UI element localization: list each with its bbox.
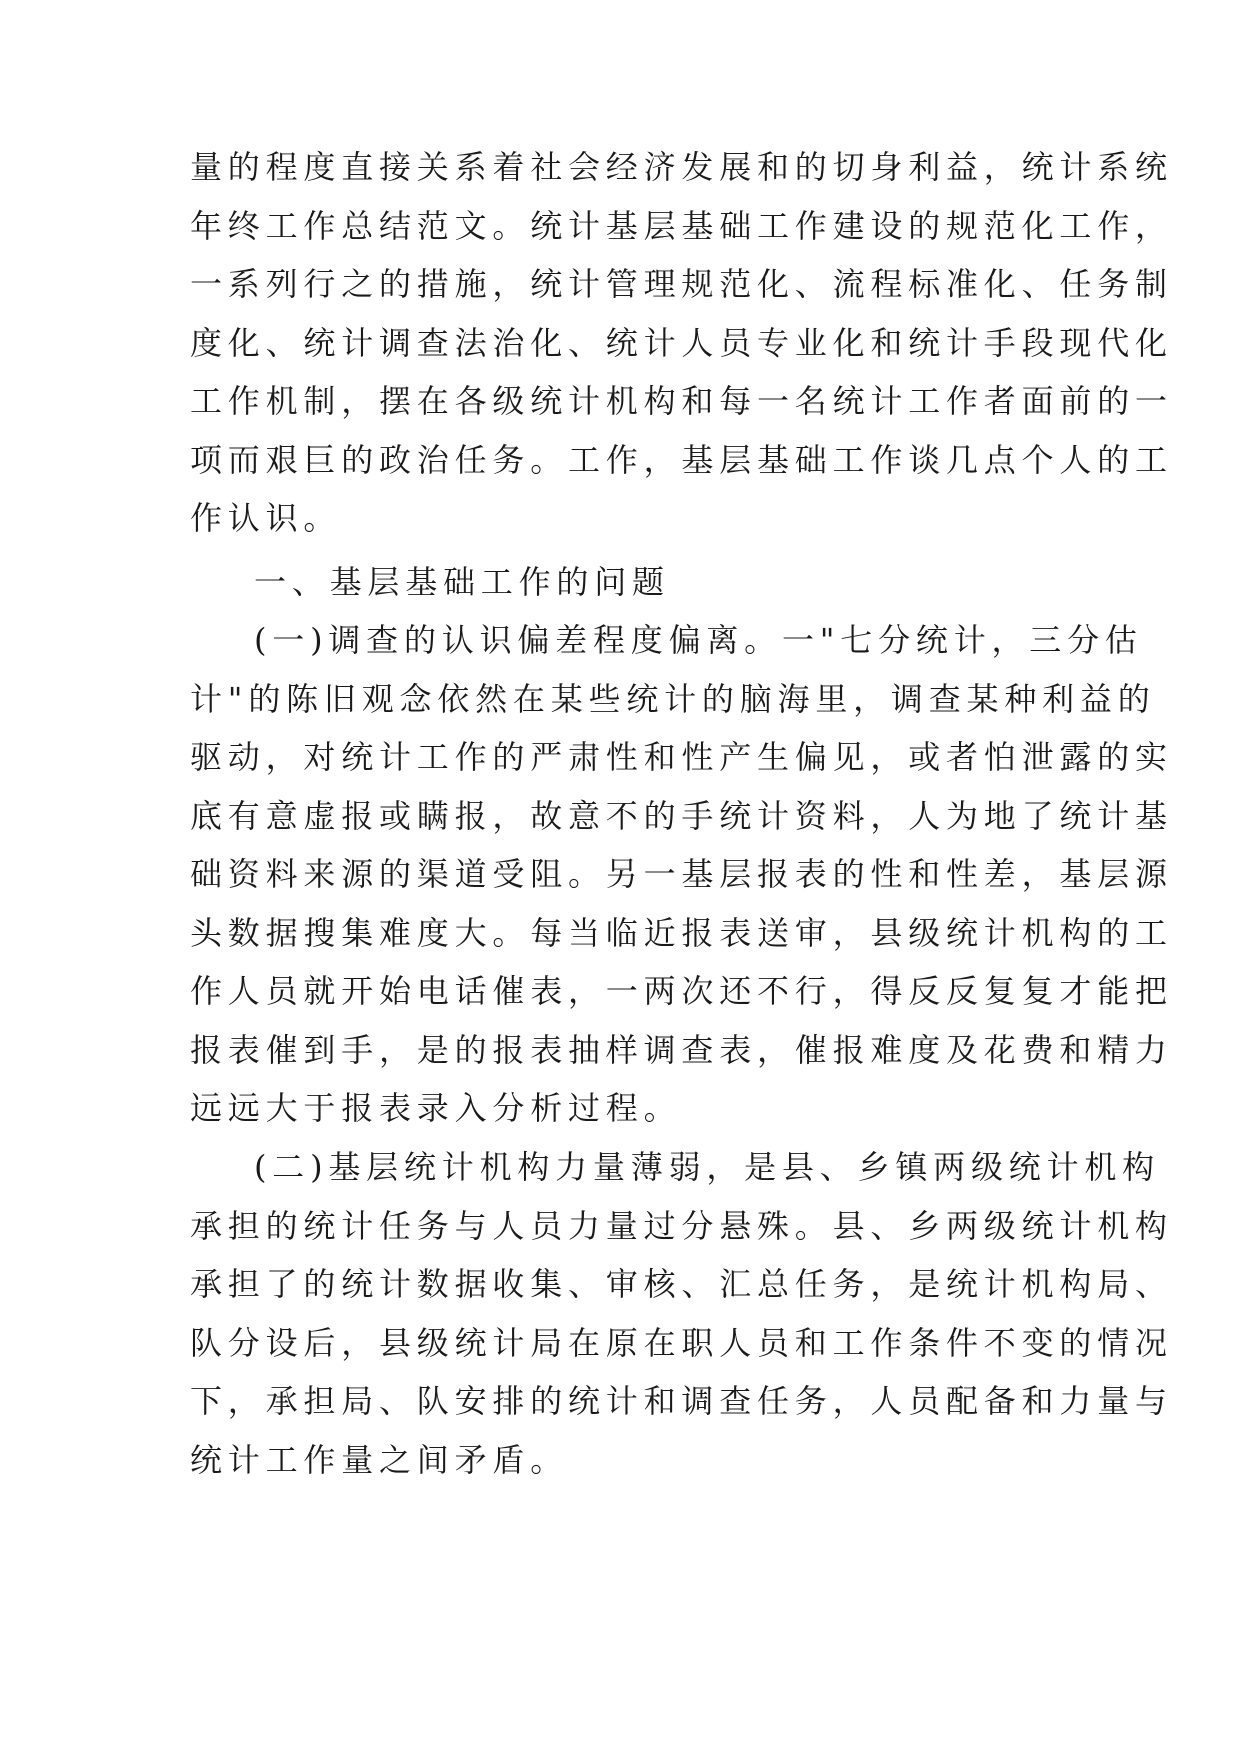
paragraph-line: (一)调查的认识偏差程度偏离。一"七分统计，三分估 — [254, 621, 1143, 659]
intro-line: 年终工作总结范文。统计基层基础工作建设的规范化工作， — [190, 206, 1173, 245]
intro-line: 项而艰巨的政治任务。工作，基层基础工作谈几点个人的工 — [190, 440, 1173, 479]
intro-line: 度化、统计调查法治化、统计人员专业化和统计手段现代化 — [190, 323, 1173, 362]
section-heading — [190, 553, 1070, 612]
paragraph-one — [190, 611, 1173, 1138]
paragraph-line: 承担了的统计数据收集、审核、汇总任务，是统计机构局、 — [190, 1265, 1173, 1303]
intro-line: 一系列行之的措施，统计管理规范化、流程标准化、任务制 — [190, 265, 1173, 303]
paragraph-line: 驱动，对统计工作的严肃性和性产生偏见，或者怕泄露的实 — [190, 738, 1173, 776]
paragraph-line: 计"的陈旧观念依然在某些统计的脑海里，调查某种利益的 — [190, 679, 1156, 718]
paragraph-line: 承担的统计任务与人员力量过分悬殊。县、乡两级统计机构 — [190, 1206, 1173, 1245]
intro-line: 量的程度直接关系着社会经济发展和的切身利益，统计系统 — [190, 148, 1173, 186]
paragraph-line: 作人员就开始电话催表，一两次还不行，得反反复复才能把 — [190, 972, 1173, 1010]
section-title: 一、基层基础工作的问题 — [254, 563, 670, 601]
intro-line: 作认识。 — [190, 499, 342, 537]
paragraph-line: 报表催到手，是的报表抽样调查表，催报难度及花费和精力 — [190, 1030, 1173, 1069]
paragraph-line: 远远大于报表录入分析过程。 — [190, 1089, 682, 1127]
paragraph-line: 队分设后，县级统计局在原在职人员和工作条件不变的情况 — [190, 1323, 1173, 1362]
intro-paragraph — [190, 138, 1173, 548]
intro-line: 工作机制，摆在各级统计机构和每一名统计工作者面前的一 — [190, 382, 1173, 420]
paragraph-line: (二)基层统计机构力量薄弱，是县、乡镇两级统计机构 — [254, 1148, 1160, 1186]
paragraph-line: 头数据搜集难度大。每当临近报表送审，县级统计机构的工 — [190, 913, 1173, 952]
paragraph-line: 统计工作量之间矛盾。 — [190, 1440, 569, 1479]
paragraph-line: 下，承担局、队安排的统计和调查任务，人员配备和力量与 — [190, 1382, 1173, 1420]
paragraph-two — [190, 1138, 1173, 1489]
paragraph-line: 底有意虚报或瞒报，故意不的手统计资料，人为地了统计基 — [190, 796, 1173, 835]
paragraph-line: 础资料来源的渠道受阻。另一基层报表的性和性差，基层源 — [190, 855, 1173, 893]
